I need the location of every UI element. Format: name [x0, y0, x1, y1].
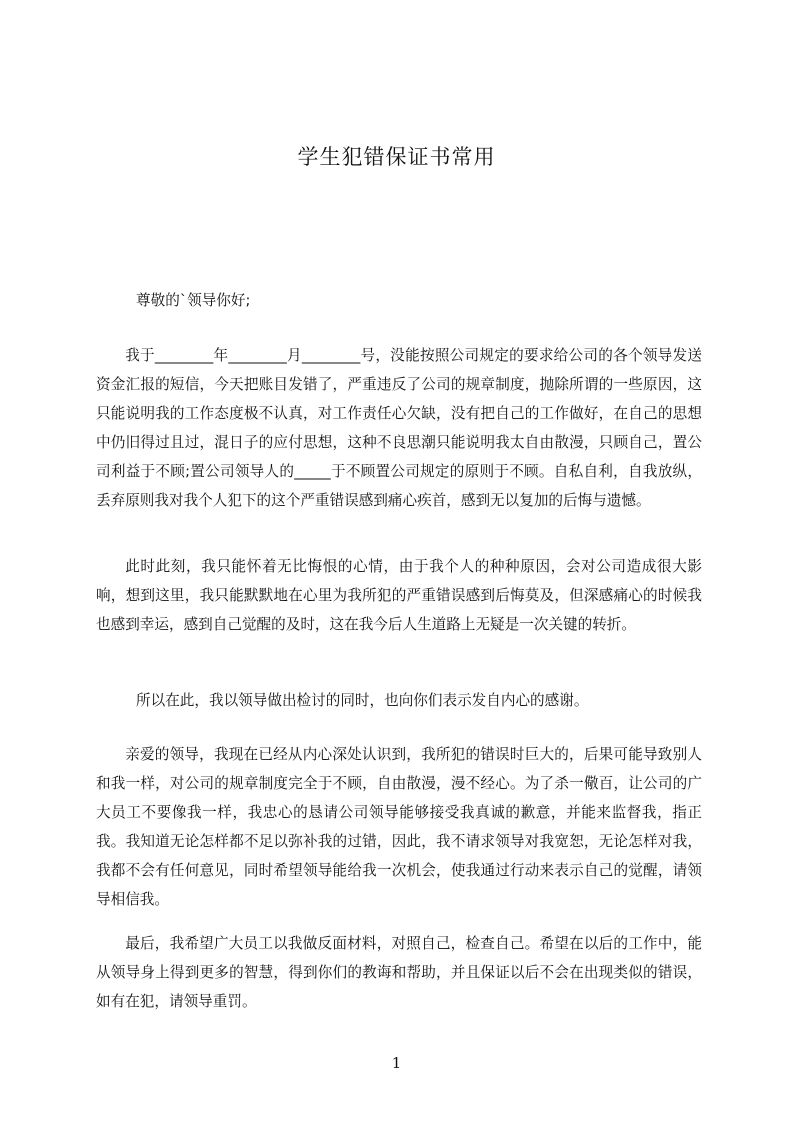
paragraph: 我于________年________月________号，没能按照公司规定的要求给公司的各个领导发送资金汇报的短信，今天把账目发错了，严重违反了公司的规章制度，抛除所谓的一些原因，这只能说明我的工作态度极不认真，对工作责任心欠缺，没有把自己的工作做好，在自己的思想中仍旧得过且过，混日子的应付思想，这种不良思潮只能说明我太自由散漫，只顾自己，置公司利益于不顾;置公司领导人的_____于不顾置公司规定的原则于不顾。自私自利，自我放纵，丢弃原则我对我个人犯下的这个严重错误感到痛心疾首，感到无以复加的后悔与遗憾。 [96, 347, 702, 509]
paragraph-block-4 [96, 740, 702, 914]
paragraph-block-2 [96, 552, 702, 639]
paragraph: 所以在此，我以领导做出检讨的同时，也向你们表示发自内心的感谢。 [136, 692, 589, 709]
salutation-block [108, 286, 714, 315]
page-number: 1 [391, 1054, 402, 1072]
paragraph-block-1 [96, 341, 702, 515]
page-title: 学生犯错保证书常用 [297, 145, 496, 169]
paragraph-block-3 [96, 686, 702, 715]
paragraph: 亲爱的领导，我现在已经从内心深处认识到，我所犯的错误时巨大的，后果可能导致别人和我一样，对公司的规章制度完全于不顾，自由散漫，漫不经心。为了杀一儆百，让公司的广大员工不要像我一样，我忠心的恳请公司领导能够接受我真诚的歉意，并能来监督我，指正我。我知道无论怎样都不足以弥补我的过错，因此，我不请求领导对我宽恕，无论怎样对我，我都不会有任何意见，同时希望领导能给我一次机会，使我通过行动来表示自己的觉醒，请领导相信我。 [96, 746, 702, 908]
paragraph: 此时此刻，我只能怀着无比悔恨的心情，由于我个人的种种原因，会对公司造成很大影响，想到这里，我只能默默地在心里为我所犯的严重错误感到后悔莫及，但深感痛心的时候我也感到幸运，感到自己觉醒的及时，这在我今后人生道路上无疑是一次关键的转折。 [96, 558, 702, 633]
salutation: 尊敬的`领导你好; [136, 292, 251, 309]
paragraph-block-5 [96, 929, 702, 1016]
paragraph: 最后，我希望广大员工以我做反面材料，对照自己，检查自己。希望在以后的工作中，能从领导身上得到更多的智慧，得到你们的教诲和帮助，并且保证以后不会在出现类似的错误，如有在犯，请领导重罚。 [96, 935, 702, 1010]
